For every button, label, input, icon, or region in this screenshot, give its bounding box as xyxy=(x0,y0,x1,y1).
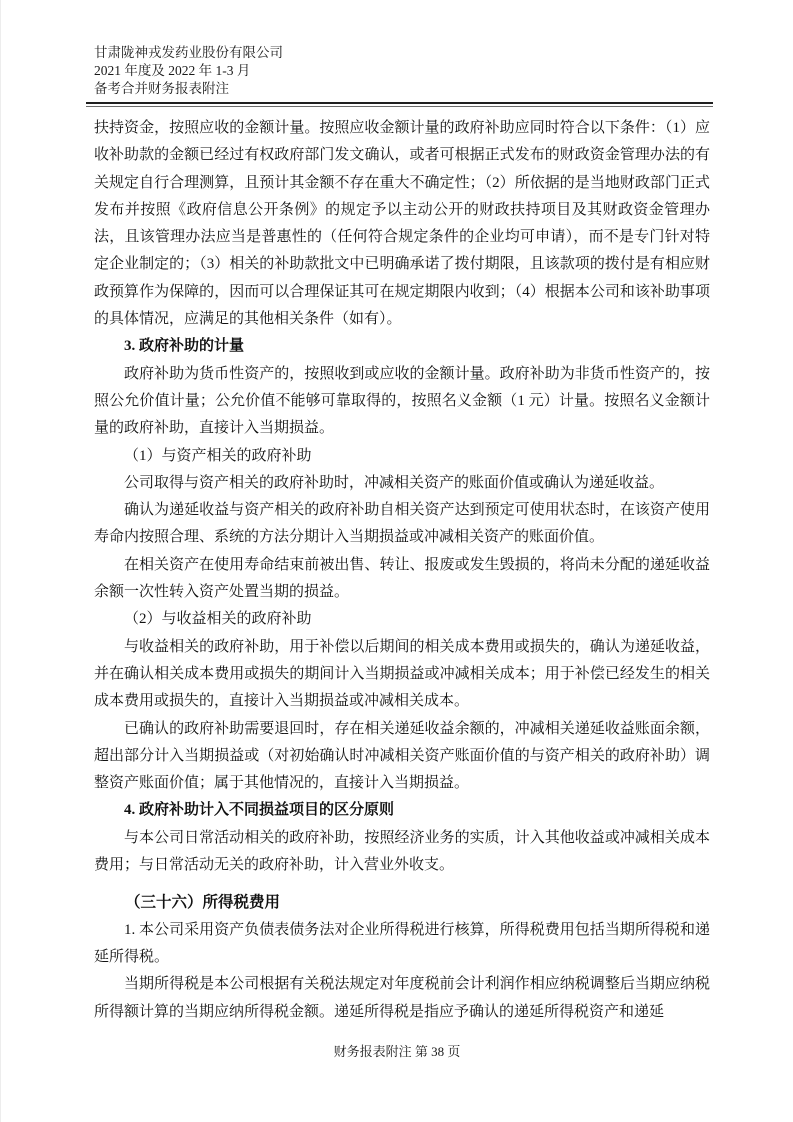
paragraph: 政府补助为货币性资产的，按照收到或应收的金额计量。政府补助为非货币性资产的，按照公允价值计量；公允价值不能够可靠取得的，按照名义金额（1 元）计量。按照名义金额计量的政府补助，直接计入当期损益。 xyxy=(94,365,710,437)
report-title: 备考合并财务报表附注 xyxy=(94,81,229,96)
paragraph: 已确认的政府补助需要退回时，存在相关递延收益余额的，冲减相关递延收益账面余额，超出部分计入当期损益或（对初始确认时冲减相关资产账面价值的与资产相关的政府补助）调整资产账面价值；属于其他情况的，直接计入当期损益。 xyxy=(94,720,710,792)
paragraph: 扶持资金，按照应收的金额计量。按照应收金额计量的政府补助应同时符合以下条件：（1）应收补助款的金额已经过有权政府部门发文确认，或者可根据正式发布的财政资金管理办法的有关规定自行合理测算，且预计其金额不存在重大不确定性；（2）所依据的是当地财政部门正式发布并按照《政府信息公开条例》的规定予以主动公开的财政扶持项目及其财政资金管理办法，且该管理办法应当是普惠性的（任何符合规定条件的企业均可申请），而不是专门针对特定企业制定的；（3）相关的补助款批文中已明确承诺了拨付期限，且该款项的拨付是有相应财政预算作为保障的，因而可以合理保证其可在规定期限内收到；（4）根据本公司和该补助事项的具体情况，应满足的其他相关条件（如有）。 xyxy=(94,120,710,328)
document-body xyxy=(94,115,710,1026)
document-header xyxy=(94,44,710,107)
section-heading: 4. 政府补助计入不同损益项目的区分原则 xyxy=(124,802,395,819)
paragraph: 1. 本公司采用资产负债表债务法对企业所得税进行核算，所得税费用包括当期所得税和递延所得税。 xyxy=(94,921,710,965)
report-period: 2021 年度及 2022 年 1-3 月 xyxy=(94,63,251,78)
paragraph: 在相关资产在使用寿命结束前被出售、转让、报废或发生毁损的，将尚未分配的递延收益余额一次性转入资产处置当期的损益。 xyxy=(94,556,710,601)
header-divider xyxy=(86,102,713,107)
paragraph: 当期所得税是本公司根据有关税法规定对年度税前会计利润作相应纳税调整后当期应纳税所得额计算的当期应纳所得税金额。递延所得税是指应予确认的递延所得税资产和递延 xyxy=(94,976,710,1020)
page-number-label: 财务报表附注 第 38 页 xyxy=(333,1044,461,1059)
paragraph: （1）与资产相关的政府补助 xyxy=(124,447,312,464)
paragraph: 与收益相关的政府补助，用于补偿以后期间的相关成本费用或损失的，确认为递延收益，并在确认相关成本费用或损失的期间计入当期损益或冲减相关成本；用于补偿已经发生的相关成本费用或损失的，直接计入当期损益或冲减相关成本。 xyxy=(94,638,710,710)
company-name: 甘肃陇神戎发药业股份有限公司 xyxy=(94,45,283,60)
section-heading: 3. 政府补助的计量 xyxy=(124,338,245,355)
paragraph: （2）与收益相关的政府补助 xyxy=(124,611,312,628)
paragraph: 确认为递延收益与资产相关的政府补助自相关资产达到预定可使用状态时，在该资产使用寿命内按照合理、系统的方法分期计入当期损益或冲减相关资产的账面价值。 xyxy=(94,502,710,546)
document-footer xyxy=(1,1041,793,1060)
paragraph: 与本公司日常活动相关的政府补助，按照经济业务的实质，计入其他收益或冲减相关成本费用；与日常活动无关的政府补助，计入营业外收支。 xyxy=(94,829,710,874)
section-heading: （三十六）所得税费用 xyxy=(125,894,281,912)
paragraph: 公司取得与资产相关的政府补助时，冲减相关资产的账面价值或确认为递延收益。 xyxy=(124,474,665,491)
